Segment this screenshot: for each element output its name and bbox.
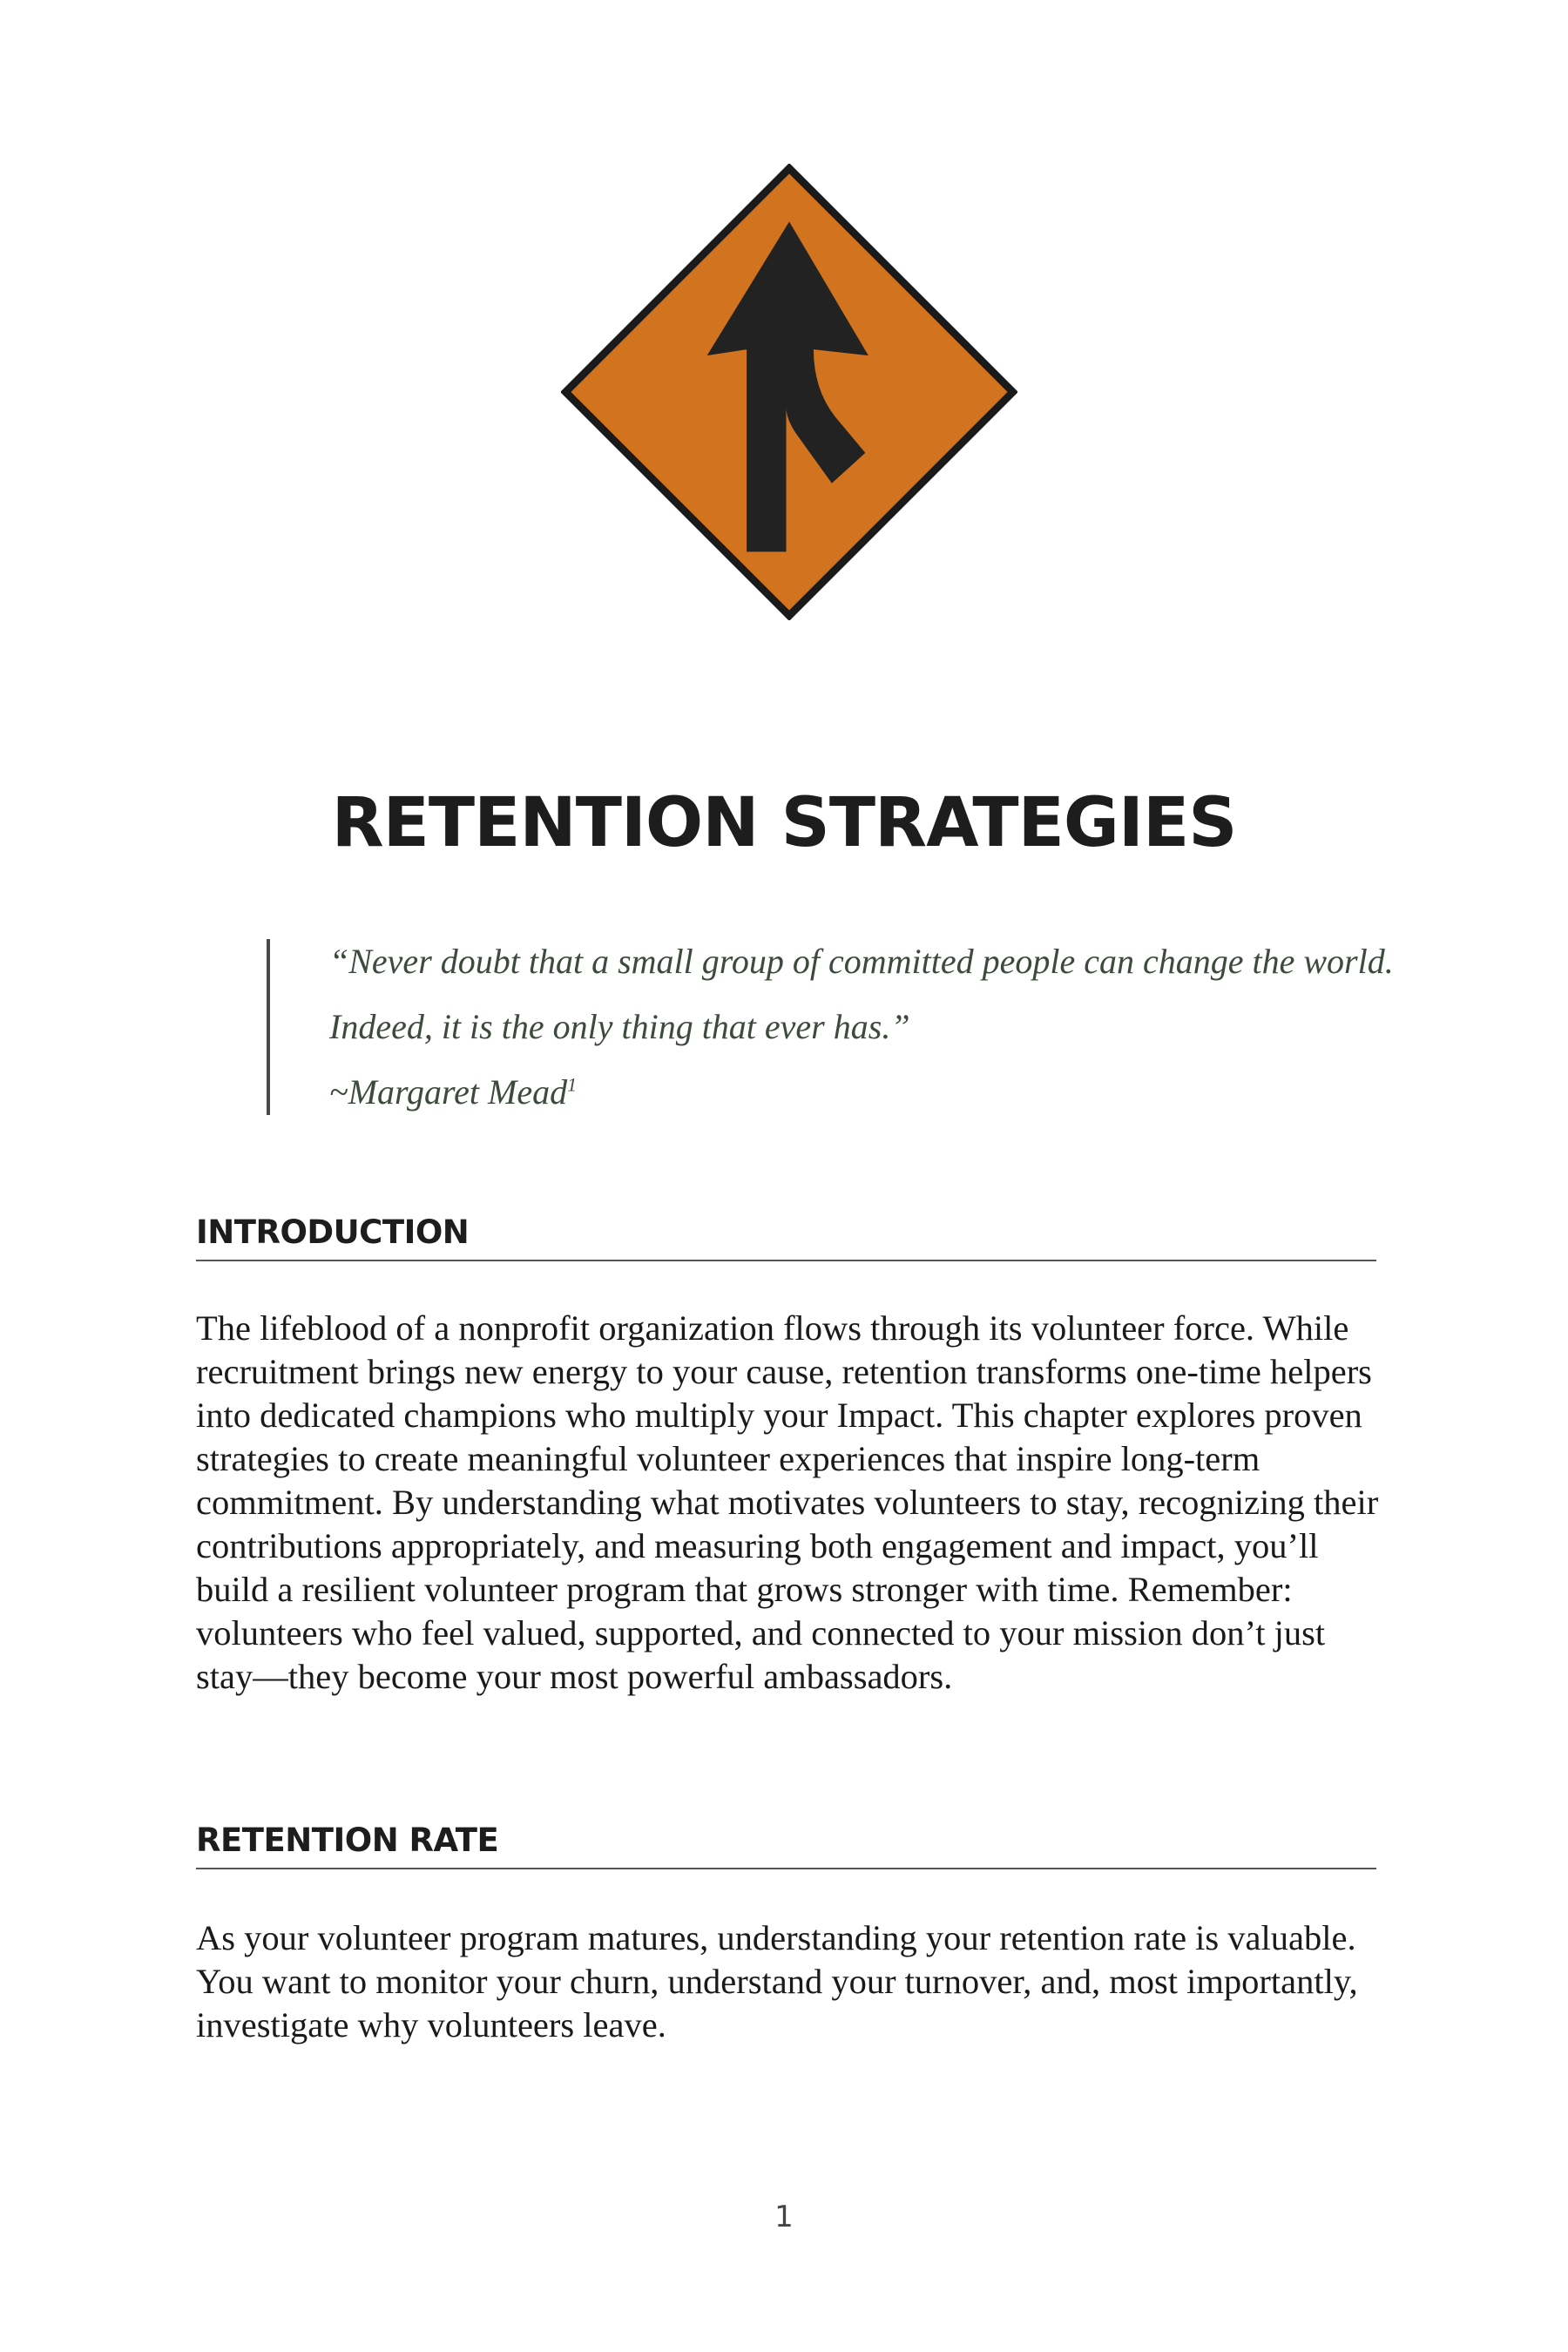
epigraph-quote — [267, 939, 1399, 1115]
section-heading-introduction: INTRODUCTION — [196, 1213, 1376, 1261]
footnote-marker: 1 — [567, 1073, 578, 1096]
merge-lane-arrow-icon — [561, 164, 1017, 620]
section-heading-retention-rate: RETENTION RATE — [196, 1821, 1376, 1869]
page-number: 1 — [774, 2200, 794, 2234]
quote-text-block — [329, 929, 1399, 1125]
quote-attribution: ~Margaret Mead — [329, 1072, 568, 1112]
merge-sign-icon — [561, 164, 1017, 620]
introduction-paragraph: The lifeblood of a nonprofit organization flows through its volunteer force. While recruitment brings new energy to your cause, retention transforms one-time helpers into dedicated champions who multiply your Impact. This chapter explores proven strategies to create meaningful volunteer experiences that inspire long-term commitment. By understanding what motivates volunteers to stay, recognizing their contributions appropriately, and measuring both engagement and impact, you’ll build a resilient volunteer program that grows stronger with time. Remember: volunteers who feel valued, supported, and connected to your mission don’t just stay—they become your most powerful ambassadors. — [196, 1308, 1379, 1696]
page-title: RETENTION STRATEGIES — [331, 784, 1237, 862]
retention-rate-paragraph: As your volunteer program matures, understanding your retention rate is valuable. You want to monitor your churn, understand your turnover, and, most importantly, investigate why volunteers leave. — [196, 1918, 1358, 2044]
quote-text: “Never doubt that a small group of committed people can change the world. Indeed, it is the only thing that ever has.” — [329, 942, 1394, 1046]
